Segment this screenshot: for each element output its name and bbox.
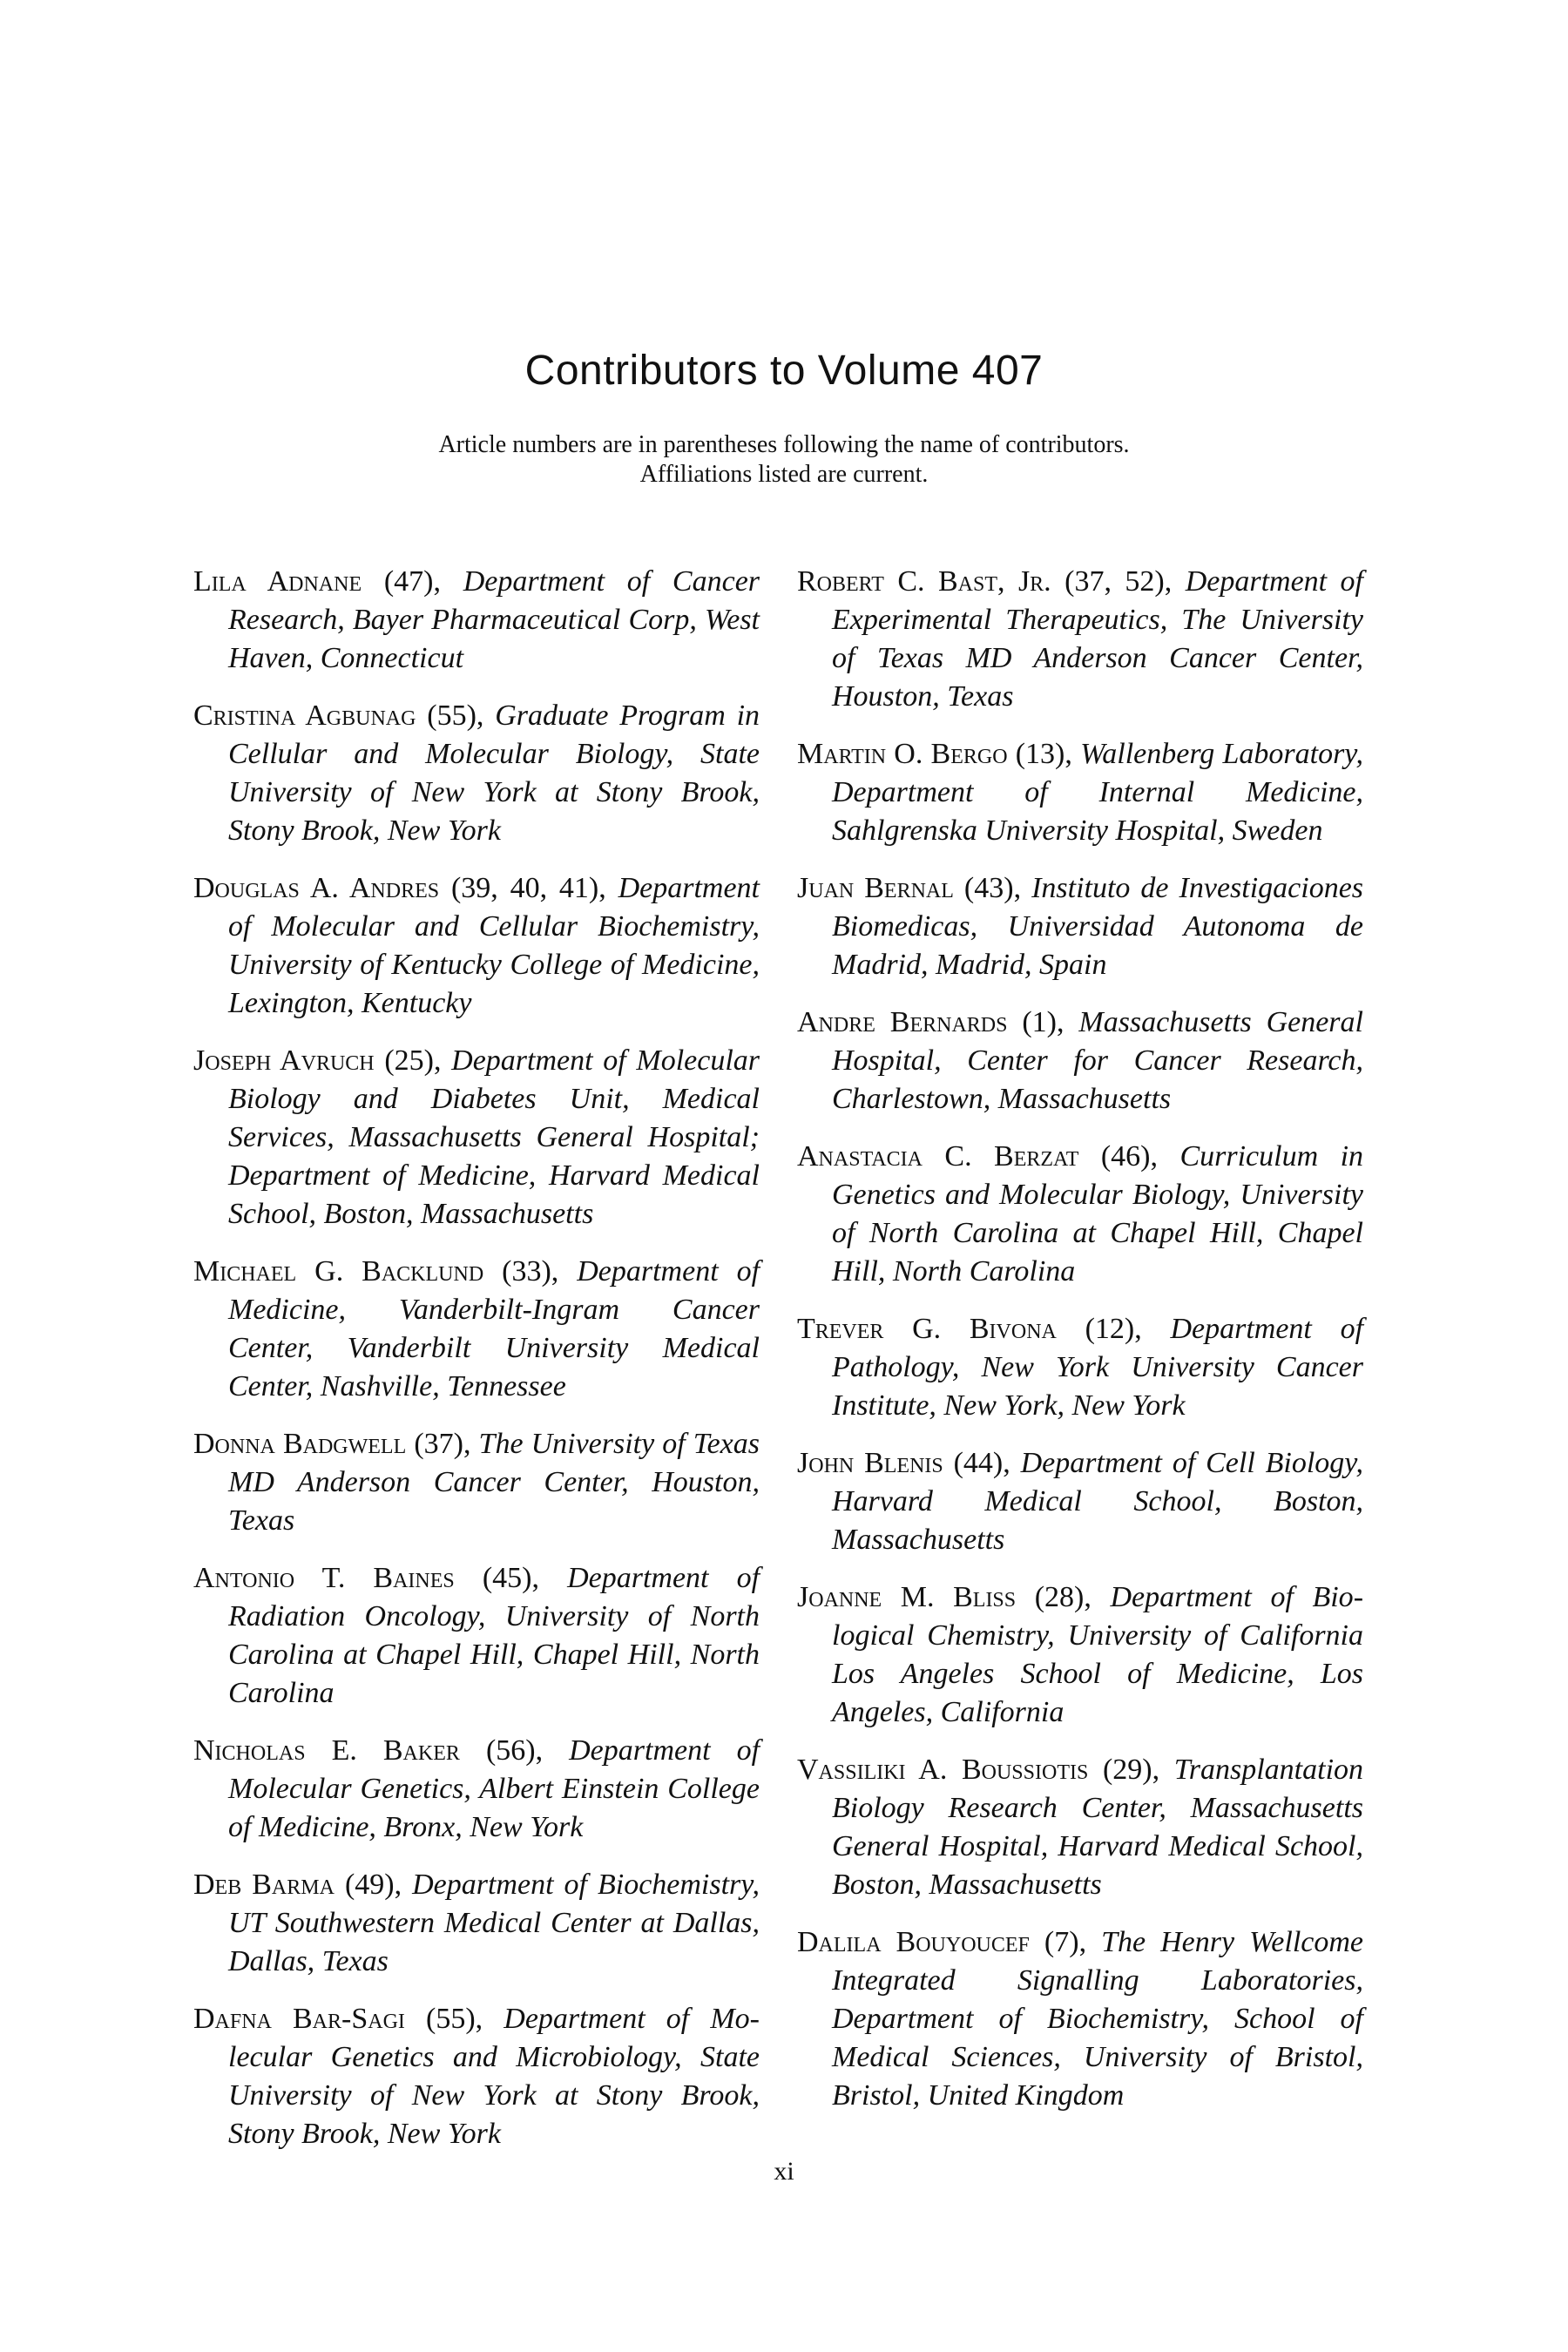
contributor-entry <box>193 1866 760 1981</box>
contributor-affiliation: Department of Biochemistry, UT Southwestern Medical Center at Dallas, Dallas, Texas <box>228 1869 760 1977</box>
contributor-entry <box>797 1004 1363 1119</box>
contributor-affiliation: Department of Experimental Therapeutics, The University of Texas MD Anderson Cancer Center, Houston, Texas <box>832 565 1363 713</box>
contributor-name: Joanne M. Bliss <box>797 1581 1017 1613</box>
contributor-entry <box>193 869 760 1023</box>
contributor-entry <box>797 1578 1363 1732</box>
contributor-affiliation: Instituto de Investigaciones Biomedicas, Universidad Autonoma de Madrid, Madrid, Spain <box>832 872 1364 981</box>
contributor-name: Vassiliki A. Boussiotis <box>797 1754 1089 1786</box>
contributor-affiliation: Curriculum in Genetics and Molecular Biology, University of North Carolina at Chapel Hill, Chapel Hill, North Carolina <box>832 1140 1364 1288</box>
contributor-name: Anastacia C. Berzat <box>797 1140 1079 1173</box>
contributor-entry <box>193 697 760 850</box>
article-numbers: (44), <box>953 1447 1010 1479</box>
contributor-entry <box>797 735 1363 850</box>
contributor-entry <box>193 2000 760 2153</box>
contributor-entry <box>193 1732 760 1847</box>
contributor-entry <box>797 563 1363 716</box>
article-numbers: (29), <box>1102 1754 1160 1786</box>
contributor-name: Robert C. Bast, Jr. <box>797 565 1051 598</box>
contributor-affiliation: Graduate Program in Cellular and Molecular Biology, State University of New York at Stony Brook, Stony Brook, New York <box>228 700 760 847</box>
contributor-entry <box>193 1253 760 1406</box>
contributor-entry <box>193 1425 760 1540</box>
contributor-name: Michael G. Backlund <box>193 1255 484 1288</box>
page-subtitle <box>0 430 1568 490</box>
contributor-affiliation: The University of Texas MD Anderson Cancer Center, Houston, Texas <box>228 1428 760 1537</box>
article-numbers: (37), <box>414 1428 471 1460</box>
contributor-name: Cristina Agbunag <box>193 700 416 732</box>
contributor-affiliation: Wallenberg Laboratory, Department of Internal Medicine, Sahlgrenska University Hospital, Sweden <box>832 738 1364 847</box>
contributor-affiliation: Department of Molecular Genetics, Albert Einstein College of Medicine, Bronx, New York <box>228 1734 760 1843</box>
contributor-entry <box>193 563 760 678</box>
article-numbers: (43), <box>963 872 1022 904</box>
article-numbers: (55), <box>426 2003 483 2035</box>
contributor-name: Lila Adnane <box>193 565 362 598</box>
article-numbers: (25), <box>384 1044 442 1077</box>
contributor-entry <box>797 1751 1363 1904</box>
contributor-affiliation: Department of Cell Biology, Harvard Medical School, Boston, Massachusetts <box>832 1447 1364 1556</box>
page-number: xi <box>774 2157 794 2186</box>
contributor-name: Dafna Bar-Sagi <box>193 2003 405 2035</box>
contributor-name: Joseph Avruch <box>193 1044 375 1077</box>
article-numbers: (12), <box>1085 1313 1142 1345</box>
article-numbers: (45), <box>482 1562 539 1594</box>
left-column <box>193 563 760 2173</box>
contributor-name: Douglas A. Andres <box>193 872 440 904</box>
article-numbers: (47), <box>383 565 441 598</box>
contributor-name: John Blenis <box>797 1447 943 1479</box>
contributor-entry <box>797 1310 1363 1425</box>
contributor-name: Antonio T. Baines <box>193 1562 455 1594</box>
contributor-affiliation: Department of Molecular Biology and Diabetes Unit, Medical Services, Massachusetts General Hospital; Department of Medicine, Harvard Medical School, Boston, Massachusetts <box>228 1044 760 1230</box>
contributor-name: Martin O. Bergo <box>797 738 1008 770</box>
article-numbers: (37, 52), <box>1064 565 1173 598</box>
contributor-name: Trever G. Bivona <box>797 1313 1057 1345</box>
contributor-affiliation: Department of Cancer Research, Bayer Pharmaceutical Corp, West Haven, Connecticut <box>228 565 760 674</box>
contributor-affiliation: Department of Molecular and Cellular Biochemistry, University of Kentucky College of Medicine, Lexington, Kentucky <box>228 872 760 1019</box>
article-numbers: (49), <box>344 1869 402 1901</box>
contributor-affiliation: Department of Radiation Oncology, University of North Carolina at Chapel Hill, Chapel Hill, North Carolina <box>228 1562 760 1709</box>
subtitle-line-1: Article numbers are in parentheses following the name of contributors. <box>438 431 1130 458</box>
contributor-name: Donna Badgwell <box>193 1428 407 1460</box>
article-numbers: (28), <box>1034 1581 1092 1613</box>
contributor-affiliation: Department of Medicine, Vanderbilt-Ingram Cancer Center, Vanderbilt University Medical Center, Nashville, Tennessee <box>228 1255 760 1402</box>
article-numbers: (1), <box>1022 1006 1064 1038</box>
contributor-name: Juan Bernal <box>797 872 954 904</box>
contributor-entry <box>797 1923 1363 2115</box>
article-numbers: (7), <box>1044 1926 1087 1958</box>
contributor-name: Deb Barma <box>193 1869 335 1901</box>
contributor-affiliation: The Henry Wellcome Integrated Signalling Laboratories, Department of Biochemistry, School of Medical Sciences, University of Bristol, Bristol, United Kingdom <box>832 1926 1364 2112</box>
contributor-affiliation: Department of Biological Chemistry, University of California Los Angeles School of Medicine, Los Angeles, California <box>832 1581 1364 1728</box>
contributor-name: Dalila Bouyoucef <box>797 1926 1030 1958</box>
contributor-affiliation: Transplantation Biology Research Center, Massachusetts General Hospital, Harvard Medical School, Boston, Massachusetts <box>832 1754 1364 1901</box>
contributor-name: Andre Bernards <box>797 1006 1008 1038</box>
contributor-entry <box>797 869 1363 984</box>
contributor-affiliation: Department of Pathology, New York University Cancer Institute, New York, New York <box>832 1313 1364 1422</box>
subtitle-line-2: Affiliations listed are current. <box>639 461 929 488</box>
article-numbers: (33), <box>502 1255 559 1288</box>
contributor-entry <box>193 1559 760 1713</box>
contributor-entry <box>797 1444 1363 1559</box>
contributor-affiliation: Department of Molecular Genetics and Microbiology, State University of New York at Stony Brook, Stony Brook, New York <box>228 2003 760 2150</box>
article-numbers: (56), <box>485 1734 544 1767</box>
contributor-entry <box>797 1138 1363 1291</box>
right-column <box>797 563 1363 2134</box>
article-numbers: (13), <box>1015 738 1072 770</box>
contributor-affiliation: Massachusetts General Hospital, Center for Cancer Research, Charlestown, Massachusetts <box>832 1006 1363 1115</box>
contributor-name: Nicholas E. Baker <box>193 1734 460 1767</box>
page-title: Contributors to Volume 407 <box>524 348 1044 394</box>
article-numbers: (39, 40, 41), <box>450 872 606 904</box>
article-numbers: (55), <box>427 700 484 732</box>
contributor-entry <box>193 1042 760 1233</box>
article-numbers: (46), <box>1100 1140 1158 1173</box>
